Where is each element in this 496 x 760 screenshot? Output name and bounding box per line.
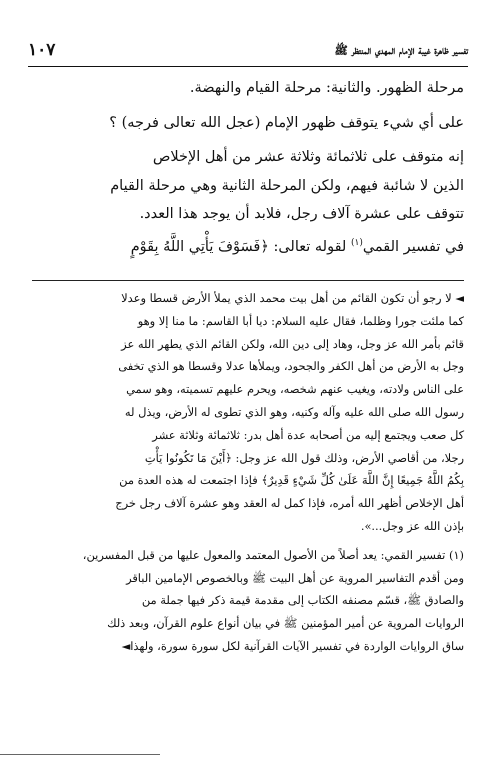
footnote-line: أهل الإخلاص أظهر الله أمره، فإذا كمل له العقد وهو عشرة آلاف رجل خرج — [115, 496, 464, 511]
quran-quote: لقوله تعالى: ﴿فَسَوْفَ يَأْتِي اللَّهُ بِقَوْمٍ — [130, 238, 347, 255]
main-line: تتوقف على عشرة آلاف رجل، فلابد أن يوجد هذا العدد. — [139, 206, 464, 222]
main-line: على أي شيء يتوقف ظهور الإمام (عجل الله تعالى فرجه) ؟ — [109, 114, 464, 131]
footnote-1-line: ومن أقدم التفاسير المروية عن أهل البيت ﷺ وبالخصوص الإمامين الباقر — [126, 570, 464, 585]
footnote-line: كل صعب ويجتمع إليه من أصحابه عدة أهل بدر: ثلاثمائة وثلاثة عشر — [152, 427, 464, 442]
footnote-line: رسول الله صلى الله عليه وآله وكنيه، وهو الذي تطوى له الأرض، ويذل له — [124, 404, 464, 419]
main-line: الذين لا شائبة فيهم، ولكن المرحلة الثانية وهي مرحلة القيام — [110, 177, 464, 194]
footnote-line: وجل به الأرض من أهل الكفر والجحود، ويملأها عدلا وقسطا هو الذي تخفى — [118, 359, 464, 374]
main-text — [32, 74, 464, 261]
main-line: إنه متوقف على ثلاثمائة وثلاثة عشر من أهل الإخلاص — [152, 149, 464, 165]
footnote-1-line: والصادق ﷺ، قسّم مصنفه الكتاب إلى مقدمة قيمة ذكر فيها جملة من — [141, 593, 464, 608]
page-number: ١٠٧ — [28, 40, 56, 60]
header-rule — [28, 66, 468, 67]
footnote-line: رجلا، من أقاصي الأرض، وذلك قول الله عز وجل: ﴿أَيْنَ مَا تَكُونُوا يَأْتِ — [144, 450, 464, 465]
footnote-1-line: (١) تفسير القمي: يعد أصلاً من الأصول المعتمد والمعول عليها من قبل المفسرين، — [82, 547, 464, 562]
footnote-reference[interactable]: (١) — [350, 237, 363, 248]
footnote-1-line: ساق الروايات الواردة في تفسير الآيات القرآنية لكل سورة سورة، ولهذا◄ — [121, 638, 464, 653]
footnote-line: على الناس ولادته، ويغيب عنهم شخصه، ويحرم عليهم تسميته، وهو سمي — [126, 382, 464, 397]
main-line: مرحلة الظهور. والثانية: مرحلة القيام والنهضة. — [189, 80, 464, 96]
page-bottom-rule — [0, 754, 160, 755]
footnote-line: ◄ لا رجو أن تكون القائم من أهل بيت محمد الذي يملأ الأرض قسطا وعدلا — [121, 291, 464, 305]
main-line — [32, 229, 464, 261]
footnote-1-line: الروايات المروية عن أمير المؤمنين ﷺ في بيان أنواع علوم القرآن، وبعد ذلك — [107, 616, 464, 631]
footnote-line: قائم بأمر الله عز وجل، وهاد إلى دين الله، ولكن القائم الذي يطهر الله عز — [121, 336, 464, 351]
citation-text: في تفسير القمي — [362, 238, 464, 255]
footnote-line: بِكُمُ اللَّهُ جَمِيعًا إِنَّ اللَّهَ عَلَىٰ كُلِّ شَيْءٍ قَدِيرٌ﴾ فإذا اجتمعت له هذه العدة من — [119, 473, 464, 488]
running-title: تفسير ظاهرة غيبة الإمام المهدي المنتظر ﷺ — [334, 44, 468, 57]
footnote-line: بإذن الله عز وجل...». — [360, 518, 464, 533]
footnotes — [32, 287, 464, 658]
footnote-line: كما ملئت جورا وظلما، فقال عليه السلام: ديا أبا القاسم: ما منا إلا وهو — [137, 313, 464, 328]
footnote-separator — [32, 280, 464, 281]
page-header — [28, 40, 468, 64]
